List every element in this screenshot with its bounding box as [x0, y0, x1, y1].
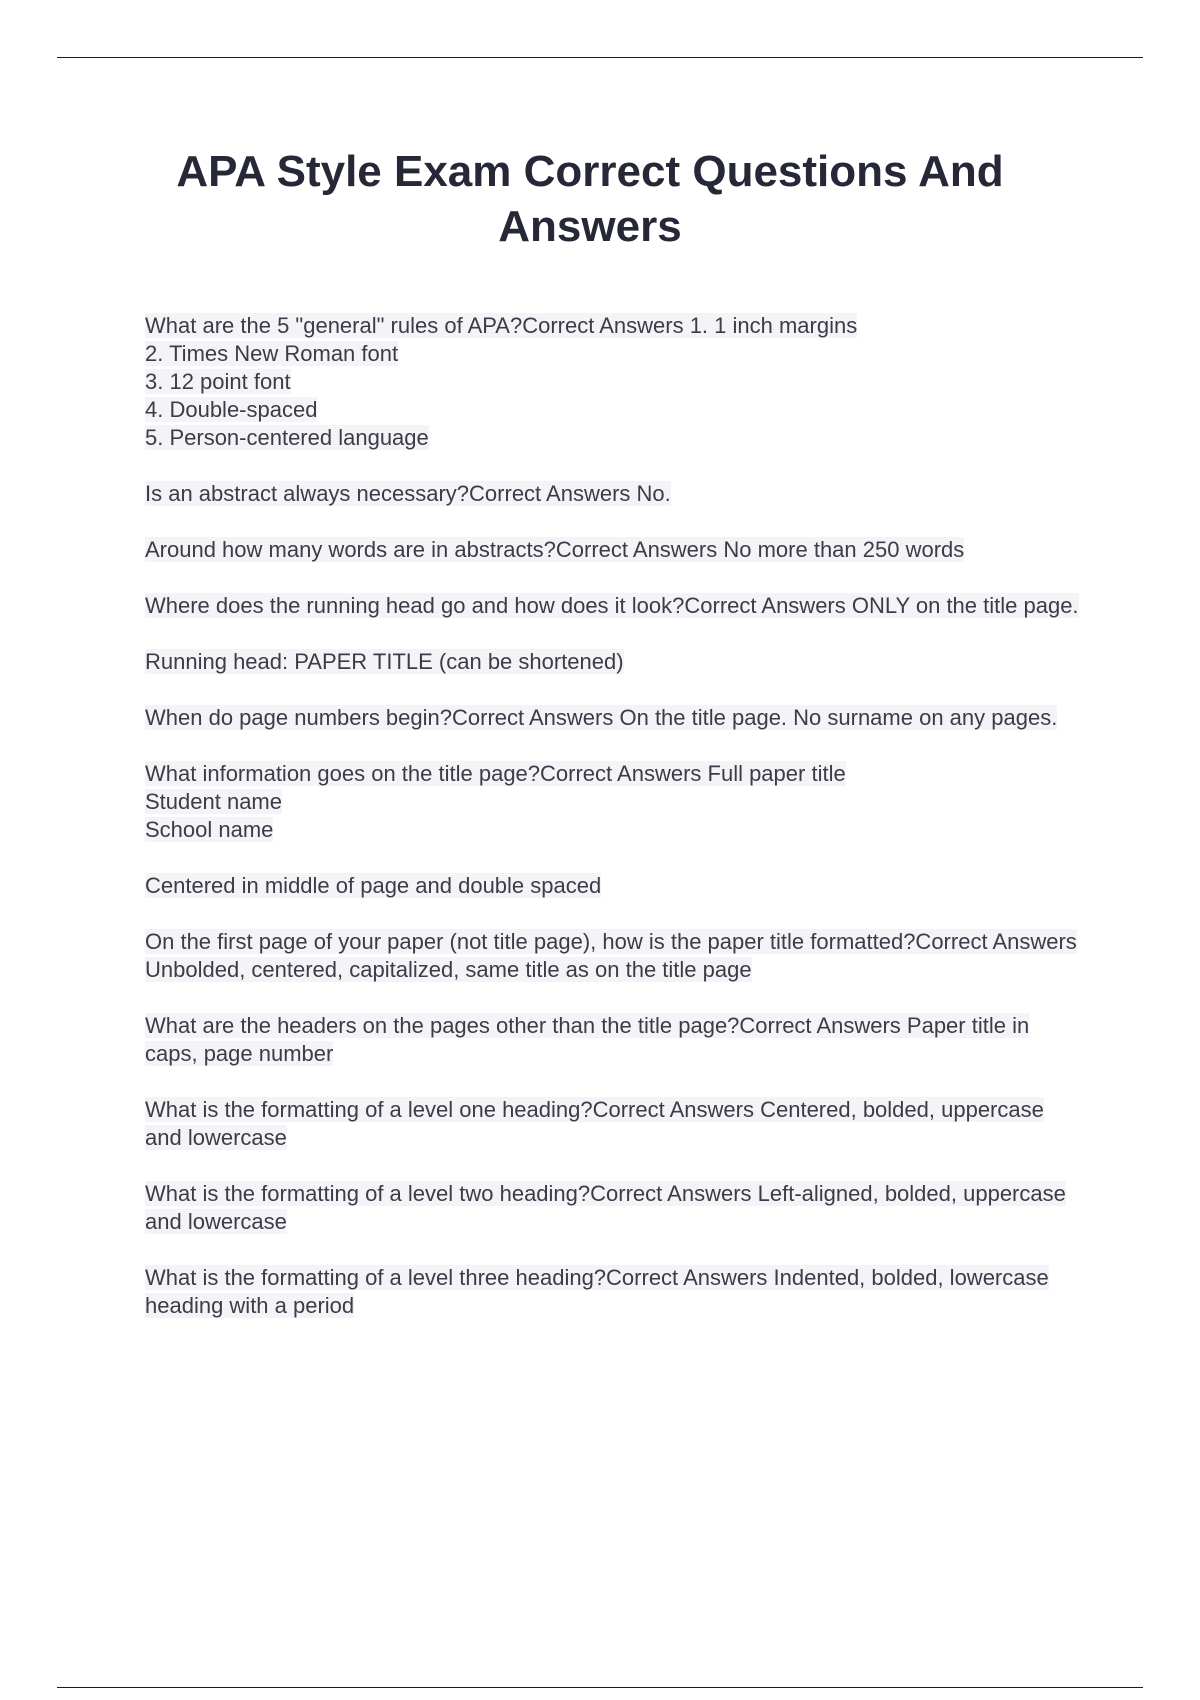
qa-list [145, 312, 1080, 1348]
qa-entry [145, 704, 1080, 732]
qa-entry [145, 928, 1080, 984]
qa-entry [145, 1096, 1080, 1152]
document-title: APA Style Exam Correct Questions And Answers [176, 147, 1004, 251]
qa-entry [145, 592, 1080, 620]
qa-text: What is the formatting of a level two heading?Correct Answers Left-aligned, bolded, uppercase and lowercase [145, 1181, 1066, 1234]
qa-entry [145, 536, 1080, 564]
qa-entry [145, 648, 1080, 676]
qa-text: What is the formatting of a level one heading?Correct Answers Centered, bolded, uppercase and lowercase [145, 1097, 1044, 1150]
qa-text: What are the 5 "general" rules of APA?Correct Answers 1. 1 inch margins 2. Times New Roman font 3. 12 point font 4. Double-spaced 5. Person-centered language [145, 313, 858, 450]
qa-text: What information goes on the title page?Correct Answers Full paper title Student name School name [145, 761, 846, 842]
qa-text: Around how many words are in abstracts?Correct Answers No more than 250 words [145, 537, 965, 562]
top-divider [57, 57, 1143, 58]
qa-entry [145, 1264, 1080, 1320]
qa-text: Where does the running head go and how does it look?Correct Answers ONLY on the title page. [145, 593, 1079, 618]
qa-text: What is the formatting of a level three heading?Correct Answers Indented, bolded, lowercase heading with a period [145, 1265, 1049, 1318]
qa-entry [145, 1012, 1080, 1068]
qa-entry [145, 312, 1080, 452]
qa-text: When do page numbers begin?Correct Answers On the title page. No surname on any pages. [145, 705, 1058, 730]
qa-entry [145, 480, 1080, 508]
qa-entry [145, 760, 1080, 844]
qa-entry [145, 872, 1080, 900]
qa-text: Centered in middle of page and double spaced [145, 873, 602, 898]
bottom-divider [57, 1687, 1143, 1688]
qa-text: Is an abstract always necessary?Correct Answers No. [145, 481, 671, 506]
qa-entry [145, 1180, 1080, 1236]
qa-text: On the first page of your paper (not title page), how is the paper title formatted?Correct Answers Unbolded, centered, capitalized, same title as on the title page [145, 929, 1077, 982]
qa-text: Running head: PAPER TITLE (can be shortened) [145, 649, 624, 674]
qa-text: What are the headers on the pages other than the title page?Correct Answers Paper title in caps, page number [145, 1013, 1030, 1066]
